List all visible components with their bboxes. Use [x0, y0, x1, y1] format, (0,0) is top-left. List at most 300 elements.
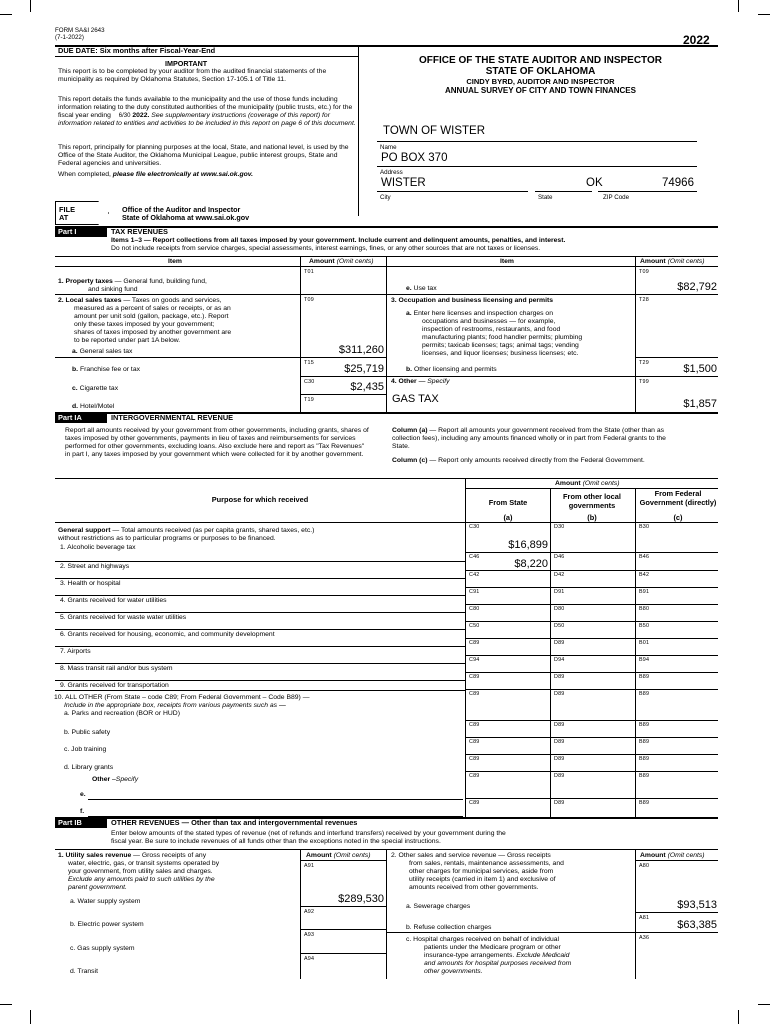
divider [386, 376, 718, 377]
divider [465, 621, 718, 622]
revenue-code: D89 [554, 674, 565, 680]
divider [55, 680, 465, 681]
crop-mark [0, 1004, 12, 1005]
crop-mark [738, 0, 739, 12]
licensing-a-line2: occupations and businesses — for example, [422, 318, 556, 326]
col-c-header: From Federal Government (directly) [639, 489, 717, 507]
part1-title: TAX REVENUES [111, 227, 168, 236]
revenue-code: B94 [639, 657, 650, 663]
col-omit-right: (Omit cents) [667, 258, 705, 265]
revenue-code: C91 [469, 589, 480, 595]
part1-note-line2: Do not include receipts from service charges, special assessments, interest earnings, fines, or any other sources that are not taxes or licenses. [111, 245, 541, 253]
column-c-label: Column (c) [392, 457, 428, 464]
revenue-code: D89 [554, 640, 565, 646]
divider [300, 953, 386, 954]
revenue-code: B46 [639, 554, 650, 560]
code-t28: T28 [639, 297, 649, 303]
revenue-code: D89 [554, 722, 565, 728]
amount-other-licensing[interactable]: $1,500 [683, 363, 717, 375]
divider [55, 612, 465, 613]
revenue-code: B42 [639, 572, 650, 578]
licensing-a-line6: licenses, and liquor licenses; business licenses; etc. [422, 350, 579, 358]
use-tax-label: Use tax [413, 285, 437, 292]
job-training: c. Job training [64, 746, 107, 753]
general-support-label: General support [58, 527, 111, 534]
part1b-note-line1: Enter below amounts of the stated types of revenue (net of refunds and interfund transfers) received by your government during the [111, 830, 506, 837]
divider [465, 771, 718, 772]
sewerage-charges: a. Sewerage charges [406, 903, 471, 910]
entity-city[interactable]: WISTER [381, 177, 426, 189]
revenue-code: B89 [639, 691, 650, 697]
omit-cents: (Omit cents) [333, 852, 371, 859]
part-label: Part IB [55, 818, 107, 828]
cigarette-tax [72, 385, 118, 393]
revenue-code: C94 [469, 657, 480, 663]
divider [465, 587, 718, 588]
col-amount [309, 258, 374, 266]
col-item: Item [168, 258, 182, 265]
part1b-title: OTHER REVENUES — Other than tax and intergovernmental revenues [111, 818, 358, 827]
form-id: FORM SA&I 2643 [55, 27, 105, 34]
divider [635, 849, 636, 979]
occupation-licensing: 3. Occupation and business licensing and permits [391, 297, 554, 304]
other-label: 4. Other [391, 378, 417, 385]
col-a-header: From State [488, 498, 528, 507]
water-supply: a. Water supply system [70, 898, 141, 905]
intergov-row-label: 4. Grants received for water utilities [60, 597, 167, 604]
hospital-line3: insurance-type arrangements. [424, 952, 515, 960]
other-tax-value[interactable]: GAS TAX [392, 393, 439, 405]
col-omit: (Omit cents) [336, 258, 374, 265]
code-t09: T09 [304, 297, 314, 303]
utility-sales-desc: — Gross receipts of any [131, 852, 207, 859]
entity-address-label: Address [380, 169, 403, 176]
file-address-1: Office of the Auditor and Inspector [122, 205, 241, 214]
all-other-label: ALL OTHER (From State – code C89; From Federal Government – Code B89) — [64, 694, 310, 701]
intergov-row-label: 8. Mass transit rail and/or bus system [60, 665, 173, 672]
divider [386, 932, 718, 933]
all-other [54, 694, 464, 718]
revenue-code: C89 [469, 674, 480, 680]
col-a-letter: (a) [503, 513, 513, 522]
divider [465, 672, 718, 673]
amount-refuse[interactable]: $63,385 [677, 919, 717, 931]
divider [55, 646, 465, 647]
gas-supply: c. Gas supply system [70, 945, 135, 952]
divider [465, 689, 718, 690]
code-t99: T99 [639, 379, 649, 385]
office-line2: STATE OF OKLAHOMA [485, 66, 596, 77]
entity-city-label: City [380, 194, 391, 201]
divider [465, 798, 718, 799]
revenue-code: D42 [554, 572, 565, 578]
franchise-label: Franchise fee or tax [79, 366, 141, 373]
property-taxes-label: 1. Property taxes [58, 278, 113, 285]
important-p4-text: When completed, [58, 171, 111, 178]
code-t15: T15 [304, 360, 314, 366]
divider [300, 849, 301, 979]
divider [55, 357, 386, 358]
revenue-code: D89 [554, 739, 565, 745]
intergov-row-label: 5. Grants received for waste water utilities [60, 614, 187, 621]
divider [465, 737, 718, 738]
divider [635, 357, 718, 358]
revenue-code: D89 [554, 756, 565, 762]
divider [635, 860, 718, 861]
code-a94: A94 [304, 956, 315, 962]
item-letter: b. [72, 366, 79, 373]
revenue-code: D80 [554, 606, 565, 612]
col-c-letter: (c) [673, 513, 683, 522]
file-link[interactable]: please file electronically at www.sai.ok.gov. [112, 171, 254, 178]
hospital-line6: other governments. [424, 968, 483, 976]
due-date: DUE DATE: Six months after Fiscal-Year-End [58, 46, 216, 55]
entity-name[interactable]: TOWN OF WISTER [383, 125, 486, 137]
local-sales-taxes [58, 297, 298, 345]
hotel-label: Hotel/Motel [79, 403, 115, 410]
general-sales-tax [72, 348, 132, 356]
revenue-code: C89 [469, 722, 480, 728]
divider [300, 376, 386, 377]
item-letter: c. [72, 385, 78, 392]
crop-mark [30, 1010, 31, 1024]
revenue-code: D89 [554, 800, 565, 806]
hospital-line2: patients under the Medicare program or other [424, 944, 561, 952]
revenue-code: B80 [639, 606, 650, 612]
code-c30: C30 [304, 379, 315, 385]
crop-mark [738, 1010, 739, 1024]
divider [386, 849, 387, 979]
hospital-line1: c. Hospital charges received on behalf of individual [406, 936, 560, 943]
amount-street[interactable]: $8,220 [514, 558, 548, 570]
part1b-note-line2: fiscal year. Be sure to include revenues of all funds other than the exceptions noted in the special instructions. [111, 838, 441, 846]
other-sales-line4: utility receipts (carried in item 1) and exclusive of [409, 876, 556, 884]
item-f: f. [80, 808, 85, 815]
ib-amount-header [306, 852, 371, 860]
other-sales-line5: amounts received from other governments. [409, 884, 539, 892]
divider [465, 720, 718, 721]
revenue-code: D89 [554, 691, 565, 697]
crop-mark [30, 0, 31, 12]
divider [55, 56, 358, 57]
revenue-code: C89 [469, 739, 480, 745]
use-tax [406, 285, 437, 293]
local-sales-desc2: measured as a percent of sales or receipts, or as an [74, 305, 231, 313]
col-item-right: Item [500, 258, 514, 265]
form-year: 2022 [683, 33, 710, 47]
local-sales-desc5: shares of taxes imposed by another government are [74, 329, 232, 337]
franchise-fee [72, 366, 140, 374]
code-t19: T19 [304, 397, 314, 403]
hospital-line5: and amounts for hospital purposes received from [424, 960, 572, 968]
property-taxes-desc2: and sinking fund [88, 286, 138, 294]
divider [635, 488, 636, 817]
property-taxes-desc: — General fund, building fund, [112, 278, 207, 285]
divider [88, 799, 463, 800]
revenue-code: C89 [469, 691, 480, 697]
revenue-code: D50 [554, 623, 565, 629]
revenue-code: D30 [554, 524, 565, 530]
revenue-code: C30 [469, 524, 480, 530]
other-specify [92, 776, 138, 784]
revenue-code: D46 [554, 554, 565, 560]
code-a92: A92 [304, 909, 315, 915]
item-letter: e. [406, 285, 412, 292]
crop-mark [758, 1004, 770, 1005]
utility-sales-desc4: Exclude any amounts paid to such utilities by the [68, 876, 215, 884]
office-line4: ANNUAL SURVEY OF CITY AND TOWN FINANCES [445, 86, 636, 95]
local-sales-desc3: amount per unit sold (gallon, package, etc.). Report [74, 313, 229, 321]
revenue-code: B91 [639, 589, 650, 595]
code-a93: A93 [304, 932, 315, 938]
divider [465, 638, 718, 639]
entity-name-label: Name [380, 144, 397, 151]
row-number: 10. [54, 694, 64, 701]
intergov-row-label: 6. Grants received for housing, economic, and community development [60, 631, 275, 638]
hotel-motel [72, 403, 114, 411]
amount-cigarette[interactable]: $2,435 [350, 381, 384, 393]
amount-use-tax[interactable]: $82,792 [677, 281, 717, 293]
divider [377, 166, 697, 167]
form-revision: (7-1-2022) [55, 34, 84, 41]
revenue-code: B01 [639, 640, 650, 646]
all-other-desc: Include in the appropriate box, receipts from various payments such as — [64, 702, 286, 710]
other-sales-line3: other charges for municipal services, aside from [409, 868, 554, 876]
file-label: FILE [59, 205, 76, 214]
amount-alcohol[interactable]: $16,899 [508, 539, 548, 551]
entity-address[interactable]: PO BOX 370 [381, 152, 448, 164]
divider [55, 629, 465, 630]
licensing-a-line4: manufacturing plants; food handler permits; plumbing [422, 334, 583, 342]
entity-state[interactable]: OK [586, 177, 603, 189]
omit-cents-right: (Omit cents) [667, 852, 705, 859]
important-p1: This report is to be completed by your auditor from the audited financial statements of the municipality as required by Oklahoma Statutes, Section 17-105.1 of Title 11. [58, 68, 327, 84]
column-c-note [392, 457, 682, 465]
revenue-code: C89 [469, 773, 480, 779]
fiscal-year: 2022. [132, 112, 150, 120]
important-p2-text: This report details the funds available to the municipality and the use of those funds including information relating to the duty constituted authorities of the municipality (public trusts, etc.) for the fiscal year ending [58, 96, 353, 120]
general-support [58, 527, 458, 543]
divider [377, 141, 697, 142]
amount-label-right: Amount [640, 852, 666, 859]
hospital-exclude: Exclude Medicaid [516, 952, 570, 960]
hospital-charges [406, 936, 634, 976]
other-specify: — Specify [416, 378, 450, 385]
amount-sewerage[interactable]: $93,513 [677, 899, 717, 911]
col-amount-label-right: Amount [640, 258, 666, 265]
cigarette-label: Cigarette tax [79, 385, 119, 392]
code-a80: A80 [639, 863, 650, 869]
col-amount-label: Amount [309, 258, 335, 265]
entity-zip-label: ZIP Code [603, 194, 630, 201]
divider [465, 754, 718, 755]
revenue-code: B89 [639, 800, 650, 806]
divider [55, 522, 718, 523]
revenue-code: C80 [469, 606, 480, 612]
item-letter: d. [72, 403, 79, 410]
code-a36: A36 [639, 935, 650, 941]
revenue-code: D94 [554, 657, 565, 663]
column-c-text: — Report only amounts received directly from the Federal Government. [427, 457, 645, 464]
divider [550, 488, 551, 817]
transit: d. Transit [70, 968, 98, 975]
code-a81: A81 [639, 915, 650, 921]
divider [386, 256, 387, 412]
crop-mark [758, 14, 770, 15]
amount-label: Amount [306, 852, 332, 859]
divider [465, 552, 718, 553]
revenue-code: B89 [639, 756, 650, 762]
fiscal-year-end: 6/30 [118, 113, 131, 120]
column-a-label: Column (a) [392, 427, 428, 434]
amount-label: Amount [555, 480, 581, 487]
intergov-row-label: 2. Street and highways [60, 563, 130, 570]
divider [55, 561, 465, 562]
part-label: Part I [55, 227, 107, 237]
refuse-collection: b. Refuse collection charges [406, 924, 492, 931]
file-label-at: AT [59, 213, 69, 222]
part-label: Part IA [55, 413, 107, 423]
important-p2-note: See supplementary instructions (coverage of this report) for information related to entities and activities to be included in this report on page 6 of this document. [58, 112, 356, 128]
revenue-code: C42 [469, 572, 480, 578]
col-amount-right [640, 258, 705, 266]
other-licensing-label: Other licensing and permits [413, 366, 497, 373]
item-e: e. [80, 791, 86, 798]
item-letter: a. [72, 348, 78, 355]
omit-cents: (Omit cents) [582, 480, 620, 487]
divider [55, 663, 465, 664]
amount-header [555, 480, 620, 488]
crop-mark [0, 14, 12, 15]
property-taxes [58, 278, 298, 294]
library-grants: d. Library grants [64, 764, 114, 771]
revenue-code: C46 [469, 554, 480, 560]
other-licensing [406, 366, 497, 374]
code-t01: T01 [304, 269, 314, 275]
part1b-note [111, 830, 719, 846]
divider [358, 46, 359, 216]
amount-gas-tax[interactable]: $1,857 [683, 398, 717, 410]
licensing-a-line1: Enter here licenses and inspection charges on [413, 310, 553, 317]
divider [465, 655, 718, 656]
parks-recreation: a. Parks and recreation (BOR or HUD) [64, 710, 180, 718]
divider [55, 578, 465, 579]
item-letter: a. [406, 310, 412, 317]
utility-sales-desc2: water, electric, gas, or transit systems operated by [68, 860, 220, 868]
amount-franchise[interactable]: $25,719 [344, 363, 384, 375]
purpose-header: Purpose for which received [211, 495, 309, 504]
col-b-header: From other local governments [563, 492, 621, 510]
important-p3: This report, principally for planning purposes at the local, State, and national level, is used by the Office of the State Auditor, the Oklahoma Municipal League, public interest groups, State and Federal agencies and universities. [58, 144, 349, 168]
specify-label: –Specify [110, 776, 139, 783]
other-sales-line1: 2. Other sales and service revenue — Gross receipts [391, 852, 551, 859]
local-sales-desc: — Taxes on goods and services, [121, 297, 222, 304]
utility-sales [58, 852, 298, 892]
revenue-code: B89 [639, 773, 650, 779]
col-b-letter: (b) [587, 513, 597, 522]
revenue-code: D89 [554, 773, 565, 779]
licensing-a-line3: inspection of restrooms, restaurants, and food [422, 326, 561, 334]
column-a-text: — Report all amounts your government received from the State (other than as collection fees), including any amounts financed wholly or in part from Federal grants to the State. [392, 427, 666, 451]
revenue-code: B30 [639, 524, 650, 530]
revenue-code: B89 [639, 674, 650, 680]
important-p4 [58, 171, 354, 179]
important-title: IMPORTANT [165, 59, 208, 68]
item-letter: b. [406, 366, 413, 373]
revenue-code: B89 [639, 722, 650, 728]
divider [300, 929, 386, 930]
electric-power: b. Electric power system [70, 921, 144, 928]
file-address-2: State of Oklahoma at www.sai.ok.gov [122, 213, 250, 222]
utility-sales-desc5: parent government. [68, 884, 127, 892]
licensing-a-line5: permits; taxicab licenses; tags; animal tags; vending [422, 342, 579, 350]
amount-general-sales[interactable]: $311,260 [338, 344, 384, 356]
part1-note [111, 237, 716, 253]
other-sales-service [391, 852, 633, 892]
code-a91: A91 [304, 863, 315, 869]
important-p2 [58, 96, 358, 128]
revenue-code: C89 [469, 800, 480, 806]
utility-sales-label: 1. Utility sales revenue [58, 852, 132, 859]
part1a-instructions: Report all amounts received by your government from other governments, including grants, shares of taxes imposed by other governments, payments in lieu of taxes and reimbursements for services performed for other governments, excluding loans. Also exclude here and report as "Tax Revenues" in part I, any taxes imposed by your government which were collected for it by another government. [65, 427, 369, 459]
local-sales-desc6: to be reported under part 1A below. [74, 337, 181, 345]
divider [465, 604, 718, 605]
revenue-code: B50 [639, 623, 650, 629]
divider [55, 294, 386, 295]
utility-sales-desc3: your government, from utility sales and charges. [68, 868, 213, 876]
divider [377, 191, 528, 192]
part1-note-line1: Items 1–3 — Report collections from all taxes imposed by your government. Include current and delinquent amounts, penalties, and interest. [111, 237, 566, 244]
other-sales-line2: from sales, rentals, maintenance assessments, and [409, 860, 564, 868]
office-line3: CINDY BYRD, AUDITOR AND INSPECTOR [466, 77, 615, 86]
general-support-desc: — Total amounts received (as per capita grants, shared taxes, etc.) [110, 527, 315, 534]
general-support-desc2: without restrictions as to particular programs or purposes to be financed. [58, 535, 276, 543]
divider [635, 256, 636, 412]
other-label: Other [92, 776, 111, 783]
divider [300, 860, 386, 861]
part1a-title: INTERGOVERNMENTAL REVENUE [111, 413, 234, 422]
amount-water[interactable]: $289,530 [338, 893, 384, 905]
column-a-note [392, 427, 682, 451]
public-safety: b. Public safety [64, 729, 111, 736]
divider [386, 294, 718, 295]
divider [598, 191, 697, 192]
office-line1: OFFICE OF THE STATE AUDITOR AND INSPECTOR [419, 55, 662, 66]
divider [465, 478, 466, 817]
revenue-code: C89 [469, 756, 480, 762]
code-t29: T29 [639, 360, 649, 366]
divider [55, 595, 465, 596]
intergov-row-label: 7. Airports [60, 648, 91, 655]
intergov-row-label: 3. Health or hospital [60, 580, 121, 587]
local-sales-label: 2. Local sales taxes [58, 297, 122, 304]
revenue-code: D91 [554, 589, 565, 595]
general-sales-label: General sales tax [79, 348, 133, 355]
divider [300, 394, 386, 395]
revenue-code: B89 [639, 739, 650, 745]
local-sales-desc4: only these taxes imposed by your government; [74, 321, 215, 329]
divider [55, 690, 465, 691]
ib-amount-header-right [640, 852, 705, 860]
entity-state-label: State [538, 194, 553, 201]
divider [55, 478, 718, 479]
revenue-code: C50 [469, 623, 480, 629]
divider [635, 912, 718, 913]
entity-zip[interactable]: 74966 [662, 177, 694, 189]
revenue-code: C89 [469, 640, 480, 646]
divider [300, 906, 386, 907]
intergov-row-label: 9. Grants received for transportation [60, 682, 169, 689]
